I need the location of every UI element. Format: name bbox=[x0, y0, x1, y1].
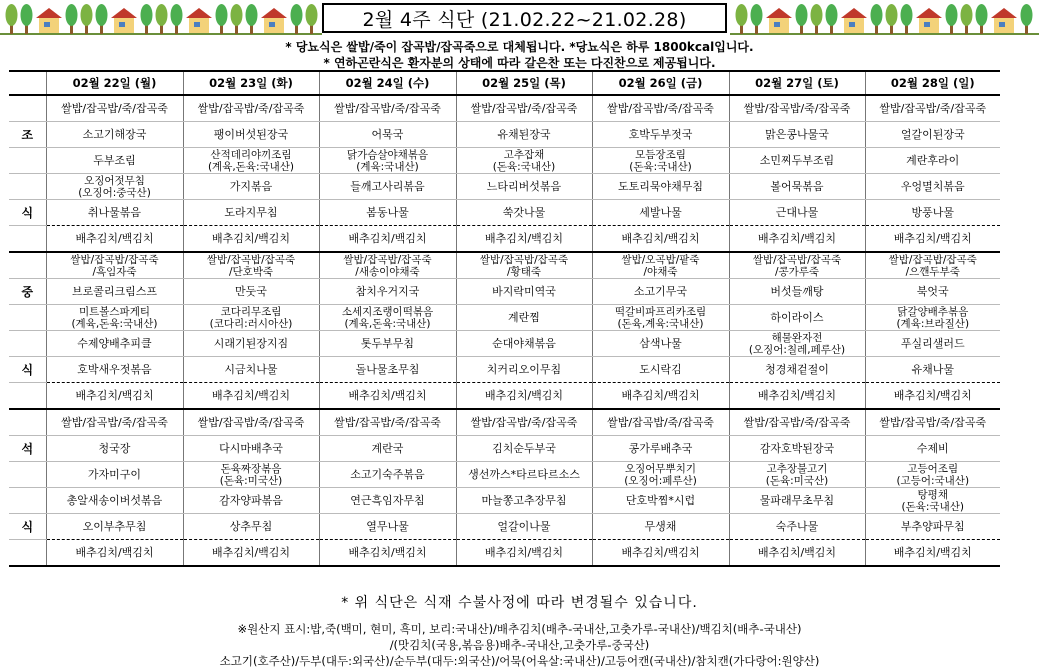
menu-item: 해물완자전 (오징어:칠레,페루산) bbox=[729, 331, 865, 357]
menu-item: 배추김치/백김치 bbox=[592, 383, 729, 410]
meal-label-spacer bbox=[9, 95, 46, 122]
menu-item: 배추김치/백김치 bbox=[46, 540, 183, 567]
menu-item: 소고기숙주볶음 bbox=[319, 462, 456, 488]
menu-item: 배추김치/백김치 bbox=[319, 226, 456, 253]
menu-row bbox=[9, 122, 1000, 148]
menu-item: 배추김치/백김치 bbox=[46, 226, 183, 253]
day-header: 02월 26일 (금) bbox=[592, 71, 729, 95]
menu-item: 쌀밥/잡곡밥/죽/잡곡죽 bbox=[456, 409, 592, 436]
menu-item: 쌀밥/잡곡밥/죽/잡곡죽 bbox=[865, 409, 1000, 436]
tree-icon bbox=[141, 4, 153, 34]
menu-item: 닭가슴살야채볶음 (계육:국내산) bbox=[319, 148, 456, 174]
menu-item: 청경채겉절이 bbox=[729, 357, 865, 383]
origin-line: 소고기(호주산)/두부(대두:외국산)/순두부(대두:외국산)/어묵(어육살:국내산)/고등어캔(국내산)/참치캔(가다랑어:원양산) bbox=[219, 654, 820, 668]
menu-item: 쑥갓나물 bbox=[456, 200, 592, 226]
tree-icon bbox=[946, 4, 958, 34]
menu-item: 바지락미역국 bbox=[456, 279, 592, 305]
notice-dysphagia: * 연하곤란식은 환자분의 상태에 따라 갈은찬 또는 다진찬으로 제공됩니다. bbox=[323, 56, 716, 70]
menu-item: 고추장불고기 (돈육:미국산) bbox=[729, 462, 865, 488]
menu-item: 느타리버섯볶음 bbox=[456, 174, 592, 200]
meal-label: 중 bbox=[9, 279, 46, 305]
meal-label-spacer bbox=[9, 305, 46, 331]
menu-item: 방풍나물 bbox=[865, 200, 1000, 226]
menu-item: 시금치나물 bbox=[183, 357, 319, 383]
menu-item: 돌나물초무침 bbox=[319, 357, 456, 383]
menu-item: 다시마배추국 bbox=[183, 436, 319, 462]
menu-row bbox=[9, 174, 1000, 200]
menu-item: 총알새송이버섯볶음 bbox=[46, 488, 183, 514]
menu-item: 취나물볶음 bbox=[46, 200, 183, 226]
menu-item: 배추김치/백김치 bbox=[183, 226, 319, 253]
tree-icon bbox=[751, 4, 763, 34]
menu-item: 순대야채볶음 bbox=[456, 331, 592, 357]
tree-icon bbox=[171, 4, 183, 34]
menu-item: 쌀밥/잡곡밥/죽/잡곡죽 bbox=[183, 95, 319, 122]
menu-item: 시래기된장지짐 bbox=[183, 331, 319, 357]
meal-label: 식 bbox=[9, 357, 46, 383]
meal-label-spacer bbox=[9, 488, 46, 514]
house-icon bbox=[841, 8, 867, 33]
tree-icon bbox=[231, 4, 243, 34]
page-title: 2월 4주 식단 (21.02.22~21.02.28) bbox=[322, 3, 727, 33]
tree-icon bbox=[736, 4, 748, 34]
house-icon bbox=[766, 8, 792, 33]
menu-item: 콩가루배추국 bbox=[592, 436, 729, 462]
menu-item: 만둣국 bbox=[183, 279, 319, 305]
menu-item: 쌀밥/잡곡밥/죽/잡곡죽 bbox=[456, 95, 592, 122]
tree-icon bbox=[871, 4, 883, 34]
decorative-trees-houses-right bbox=[730, 0, 1039, 40]
menu-item: 어묵국 bbox=[319, 122, 456, 148]
meal-label-spacer bbox=[9, 409, 46, 436]
menu-item: 얼갈이나물 bbox=[456, 514, 592, 540]
menu-item: 숙주나물 bbox=[729, 514, 865, 540]
menu-item: 도시락김 bbox=[592, 357, 729, 383]
day-header: 02월 25일 (목) bbox=[456, 71, 592, 95]
tree-icon bbox=[901, 4, 913, 34]
menu-item: 가자미구이 bbox=[46, 462, 183, 488]
tree-icon bbox=[21, 4, 33, 34]
weekly-menu-table bbox=[9, 70, 1000, 567]
menu-item: 배추김치/백김치 bbox=[456, 383, 592, 410]
day-header: 02월 28일 (일) bbox=[865, 71, 1000, 95]
meal-label-spacer bbox=[9, 331, 46, 357]
tree-icon bbox=[6, 4, 18, 34]
menu-item: 배추김치/백김치 bbox=[865, 383, 1000, 410]
origin-line: /(맛김치(국용,볶음용)배추-국내산,고춧가루-중국산) bbox=[389, 638, 650, 652]
tree-icon bbox=[306, 4, 318, 34]
menu-item: 계란국 bbox=[319, 436, 456, 462]
menu-item: 쌀밥/잡곡밥/죽/잡곡죽 bbox=[592, 409, 729, 436]
tree-icon bbox=[81, 4, 93, 34]
menu-row bbox=[9, 95, 1000, 122]
menu-item: 오징어무뿌치기 (오징어:페루산) bbox=[592, 462, 729, 488]
tree-icon bbox=[96, 4, 108, 34]
menu-row bbox=[9, 540, 1000, 567]
house-icon bbox=[186, 8, 212, 33]
menu-item: 고등어조림 (고등어:국내산) bbox=[865, 462, 1000, 488]
menu-item: 쌀밥/잡곡밥/잡곡죽 /단호박죽 bbox=[183, 252, 319, 279]
menu-item: 소고기해장국 bbox=[46, 122, 183, 148]
menu-item: 톳두부무침 bbox=[319, 331, 456, 357]
menu-item: 배추김치/백김치 bbox=[319, 383, 456, 410]
meal-label: 조 bbox=[9, 122, 46, 148]
menu-item: 마늘쫑고추장무침 bbox=[456, 488, 592, 514]
meal-label-spacer bbox=[9, 226, 46, 253]
tree-icon bbox=[811, 4, 823, 34]
meal-label-spacer bbox=[9, 383, 46, 410]
menu-item: 생선까스*타르타르소스 bbox=[456, 462, 592, 488]
menu-item: 소세지조랭이떡볶음 (계육,돈육:국내산) bbox=[319, 305, 456, 331]
menu-item: 소민찌두부조림 bbox=[729, 148, 865, 174]
menu-item: 배추김치/백김치 bbox=[46, 383, 183, 410]
menu-item: 유채된장국 bbox=[456, 122, 592, 148]
house-icon bbox=[916, 8, 942, 33]
menu-item: 맑은콩나물국 bbox=[729, 122, 865, 148]
menu-row bbox=[9, 409, 1000, 436]
day-header: 02월 23일 (화) bbox=[183, 71, 319, 95]
menu-item: 세발나물 bbox=[592, 200, 729, 226]
menu-item: 두부조림 bbox=[46, 148, 183, 174]
menu-item: 배추김치/백김치 bbox=[865, 540, 1000, 567]
menu-item: 수제비 bbox=[865, 436, 1000, 462]
menu-item: 유채나물 bbox=[865, 357, 1000, 383]
house-icon bbox=[261, 8, 287, 33]
menu-item: 쌀밥/잡곡밥/잡곡죽 /으깬두부죽 bbox=[865, 252, 1000, 279]
menu-row bbox=[9, 200, 1000, 226]
menu-item: 쌀밥/잡곡밥/죽/잡곡죽 bbox=[46, 95, 183, 122]
menu-item: 쌀밥/잡곡밥/잡곡죽 /새송이야채죽 bbox=[319, 252, 456, 279]
meal-label-spacer bbox=[9, 462, 46, 488]
menu-item: 푸실리샐러드 bbox=[865, 331, 1000, 357]
menu-item: 무생채 bbox=[592, 514, 729, 540]
menu-item: 쌀밥/오곡밥/팥죽 /야채죽 bbox=[592, 252, 729, 279]
menu-item: 배추김치/백김치 bbox=[865, 226, 1000, 253]
meal-label-spacer bbox=[9, 252, 46, 279]
menu-item: 배추김치/백김치 bbox=[592, 540, 729, 567]
menu-item: 미트볼스파게티 (계육,돈육:국내산) bbox=[46, 305, 183, 331]
menu-item: 소고기무국 bbox=[592, 279, 729, 305]
menu-item: 물파래무초무침 bbox=[729, 488, 865, 514]
day-header-row bbox=[9, 71, 1000, 95]
menu-item: 김치순두부국 bbox=[456, 436, 592, 462]
meal-label: 식 bbox=[9, 200, 46, 226]
menu-item: 얼갈이된장국 bbox=[865, 122, 1000, 148]
tree-icon bbox=[291, 4, 303, 34]
menu-item: 감자양파볶음 bbox=[183, 488, 319, 514]
menu-item: 배추김치/백김치 bbox=[456, 226, 592, 253]
menu-item: 청국장 bbox=[46, 436, 183, 462]
tree-icon bbox=[216, 4, 228, 34]
menu-item: 쌀밥/잡곡밥/죽/잡곡죽 bbox=[592, 95, 729, 122]
menu-item: 브로콜리크림스프 bbox=[46, 279, 183, 305]
tree-icon bbox=[246, 4, 258, 34]
meal-label-spacer bbox=[9, 540, 46, 567]
menu-item: 볼어묵볶음 bbox=[729, 174, 865, 200]
menu-item: 들깨고사리볶음 bbox=[319, 174, 456, 200]
menu-item: 돈육짜장볶음 (돈육:미국산) bbox=[183, 462, 319, 488]
corner-cell bbox=[9, 71, 46, 95]
menu-item: 배추김치/백김치 bbox=[592, 226, 729, 253]
menu-item: 산적데리야끼조림 (계육,돈육:국내산) bbox=[183, 148, 319, 174]
tree-icon bbox=[1021, 4, 1033, 34]
notice-diabetic: * 당뇨식은 쌀밥/죽이 잡곡밥/잡곡죽으로 대체됩니다. *당뇨식은 하루 1800kcal입니다. bbox=[285, 40, 754, 54]
tree-icon bbox=[796, 4, 808, 34]
menu-item: 북엇국 bbox=[865, 279, 1000, 305]
menu-item: 탕평채 (돈육:국내산) bbox=[865, 488, 1000, 514]
menu-item: 상추무침 bbox=[183, 514, 319, 540]
menu-item: 도토리묵야채무침 bbox=[592, 174, 729, 200]
menu-item: 호박두부젓국 bbox=[592, 122, 729, 148]
menu-row bbox=[9, 226, 1000, 253]
tree-icon bbox=[976, 4, 988, 34]
origin-line: ※원산지 표시:밥,죽(백미, 현미, 흑미, 보리:국내산)/배추김치(배추-국내산,고춧가루-국내산)/백김치(배추-국내산) bbox=[237, 622, 802, 636]
house-icon bbox=[36, 8, 62, 33]
tree-icon bbox=[961, 4, 973, 34]
menu-item: 쌀밥/잡곡밥/죽/잡곡죽 bbox=[46, 409, 183, 436]
menu-item: 단호박찜*시럽 bbox=[592, 488, 729, 514]
menu-row bbox=[9, 252, 1000, 279]
meal-label-spacer bbox=[9, 148, 46, 174]
menu-row bbox=[9, 514, 1000, 540]
menu-item: 가지볶음 bbox=[183, 174, 319, 200]
menu-item: 감자호박된장국 bbox=[729, 436, 865, 462]
menu-item: 하이라이스 bbox=[729, 305, 865, 331]
menu-item: 삼색나물 bbox=[592, 331, 729, 357]
tree-icon bbox=[66, 4, 78, 34]
menu-item: 닭갈양배추볶음 (계육:브라질산) bbox=[865, 305, 1000, 331]
menu-row bbox=[9, 462, 1000, 488]
menu-item: 쌀밥/잡곡밥/잡곡죽 /황태죽 bbox=[456, 252, 592, 279]
menu-item: 치커리오이무침 bbox=[456, 357, 592, 383]
menu-item: 떡갈비파프리카조림 (돈육,계육:국내산) bbox=[592, 305, 729, 331]
menu-item: 쌀밥/잡곡밥/죽/잡곡죽 bbox=[729, 95, 865, 122]
house-icon bbox=[111, 8, 137, 33]
menu-item: 오이부추무침 bbox=[46, 514, 183, 540]
menu-row bbox=[9, 279, 1000, 305]
menu-row bbox=[9, 331, 1000, 357]
meal-label: 석 bbox=[9, 436, 46, 462]
menu-item: 배추김치/백김치 bbox=[729, 383, 865, 410]
tree-icon bbox=[886, 4, 898, 34]
menu-item: 오징어젓무침 (오징어:중국산) bbox=[46, 174, 183, 200]
menu-item: 부추양파무침 bbox=[865, 514, 1000, 540]
day-header: 02월 24일 (수) bbox=[319, 71, 456, 95]
menu-row bbox=[9, 488, 1000, 514]
menu-item: 쌀밥/잡곡밥/죽/잡곡죽 bbox=[183, 409, 319, 436]
meal-label: 식 bbox=[9, 514, 46, 540]
menu-item: 계란찜 bbox=[456, 305, 592, 331]
tree-icon bbox=[156, 4, 168, 34]
menu-item: 연근흑임자무침 bbox=[319, 488, 456, 514]
menu-change-notice: * 위 식단은 식재 수불사정에 따라 변경될수 있습니다. bbox=[341, 595, 698, 611]
menu-item: 배추김치/백김치 bbox=[183, 540, 319, 567]
decorative-trees-houses-left bbox=[0, 0, 322, 40]
menu-item: 열무나물 bbox=[319, 514, 456, 540]
day-header: 02월 22일 (월) bbox=[46, 71, 183, 95]
menu-item: 쌀밥/잡곡밥/죽/잡곡죽 bbox=[319, 95, 456, 122]
menu-row bbox=[9, 148, 1000, 174]
house-icon bbox=[991, 8, 1017, 33]
menu-item: 배추김치/백김치 bbox=[183, 383, 319, 410]
menu-item: 쌀밥/잡곡밥/잡곡죽 /흑임자죽 bbox=[46, 252, 183, 279]
menu-item: 참치우거지국 bbox=[319, 279, 456, 305]
meal-label-spacer bbox=[9, 174, 46, 200]
menu-item: 배추김치/백김치 bbox=[456, 540, 592, 567]
menu-item: 배추김치/백김치 bbox=[319, 540, 456, 567]
menu-item: 버섯들깨탕 bbox=[729, 279, 865, 305]
menu-item: 도라지무침 bbox=[183, 200, 319, 226]
menu-item: 근대나물 bbox=[729, 200, 865, 226]
menu-item: 계란후라이 bbox=[865, 148, 1000, 174]
menu-row bbox=[9, 305, 1000, 331]
menu-item: 모듬장조림 (돈육:국내산) bbox=[592, 148, 729, 174]
menu-item: 수제양배추피클 bbox=[46, 331, 183, 357]
menu-item: 배추김치/백김치 bbox=[729, 540, 865, 567]
menu-item: 호박새우젓볶음 bbox=[46, 357, 183, 383]
menu-item: 배추김치/백김치 bbox=[729, 226, 865, 253]
menu-row bbox=[9, 357, 1000, 383]
tree-icon bbox=[826, 4, 838, 34]
menu-row bbox=[9, 436, 1000, 462]
menu-item: 쌀밥/잡곡밥/죽/잡곡죽 bbox=[865, 95, 1000, 122]
menu-item: 우엉멸치볶음 bbox=[865, 174, 1000, 200]
menu-item: 코다리무조림 (코다리:러시아산) bbox=[183, 305, 319, 331]
menu-row bbox=[9, 383, 1000, 410]
menu-item: 쌀밥/잡곡밥/잡곡죽 /콩가루죽 bbox=[729, 252, 865, 279]
menu-item: 쌀밥/잡곡밥/죽/잡곡죽 bbox=[729, 409, 865, 436]
menu-item: 쌀밥/잡곡밥/죽/잡곡죽 bbox=[319, 409, 456, 436]
menu-item: 고추잡채 (돈육:국내산) bbox=[456, 148, 592, 174]
day-header: 02월 27일 (토) bbox=[729, 71, 865, 95]
menu-item: 봄동나물 bbox=[319, 200, 456, 226]
menu-item: 팽이버섯된장국 bbox=[183, 122, 319, 148]
